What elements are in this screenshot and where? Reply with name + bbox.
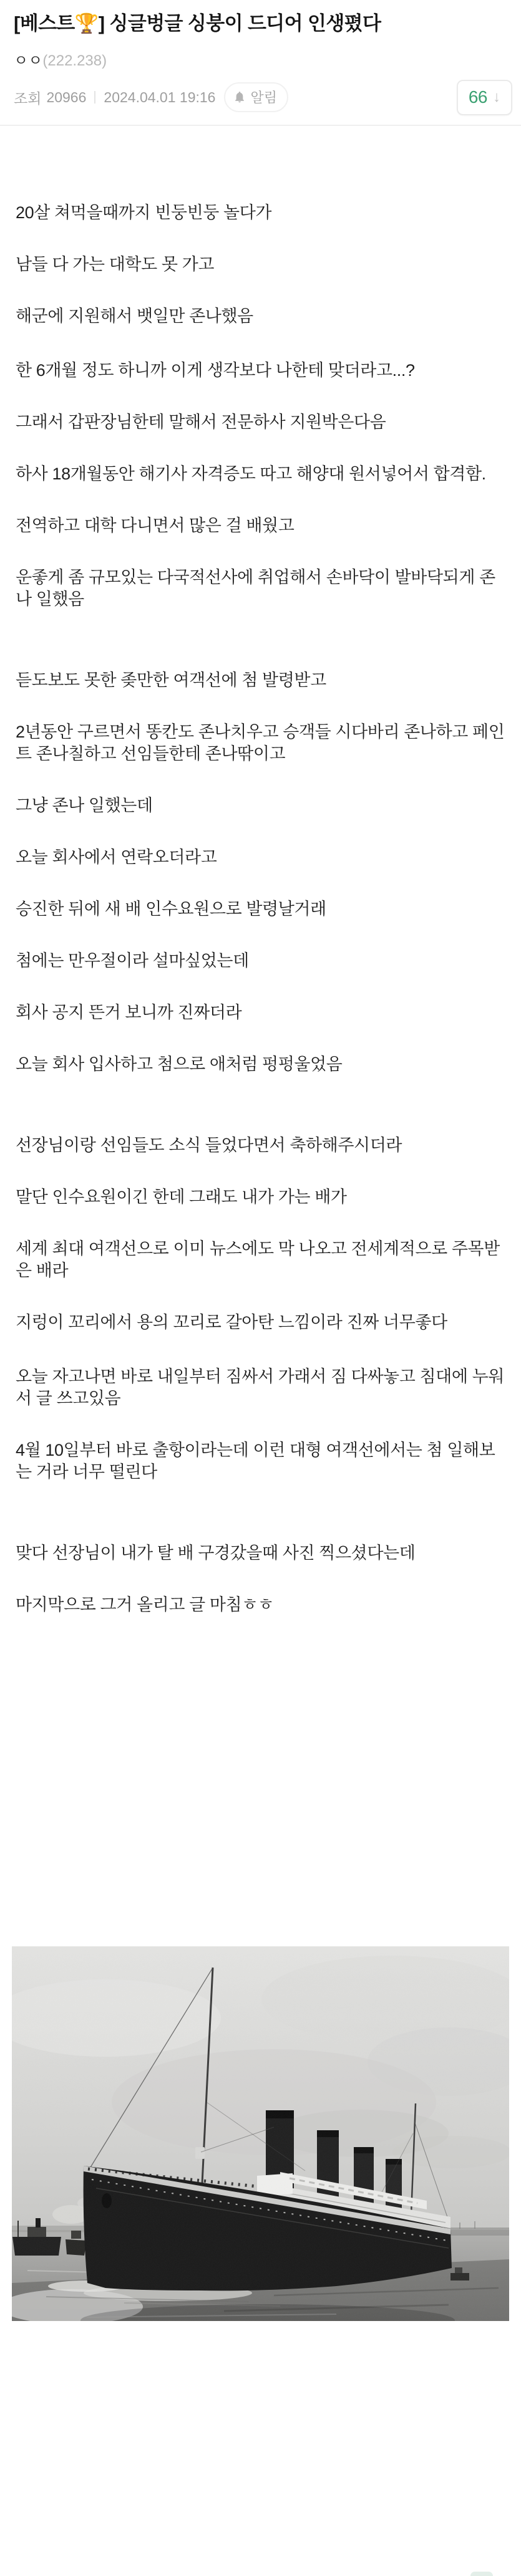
post-paragraph: 세계 최대 여객선으로 이미 뉴스에도 막 나오고 전세계적으로 주목받은 배라 — [16, 1239, 500, 1280]
down-arrow-icon: ↓ — [493, 88, 500, 105]
views-label: 조회 — [14, 90, 42, 107]
vote-count-button[interactable] — [457, 80, 512, 115]
post-paragraph: 마지막으로 그거 올리고 글 마침ㅎㅎ — [16, 1595, 274, 1614]
alarm-button[interactable] — [224, 82, 288, 112]
post-paragraph: 그래서 갑판장님한테 말해서 전문하사 지원박은다음 — [16, 413, 386, 431]
meta-divider — [94, 91, 95, 103]
author-nickname[interactable]: ㅇㅇ — [14, 52, 43, 69]
post-paragraph: 20살 쳐먹을때까지 빈둥빈둥 놀다가 — [16, 203, 272, 222]
post-paragraph: 듣도보도 못한 좆만한 여객선에 첨 발령받고 — [16, 671, 326, 690]
author-ip: (222.238) — [42, 52, 107, 69]
post-paragraph: 전역하고 대학 다니면서 많은 걸 배웠고 — [16, 516, 295, 535]
post-datetime: 2024.04.01 19:16 — [104, 89, 216, 105]
post-content — [0, 126, 521, 2321]
post-image-titanic[interactable] — [12, 1946, 509, 2321]
views-count: 20966 — [46, 89, 87, 105]
post-paragraph: 첨에는 만우절이라 설마싶었는데 — [16, 951, 249, 970]
floating-button-partial[interactable] — [470, 2572, 493, 2576]
post-paragraph: 한 6개월 정도 하니까 이게 생각보다 나한테 맞더라고...? — [16, 361, 415, 380]
post-paragraph: 승진한 뒤에 새 배 인수요원으로 발령날거래 — [16, 900, 326, 918]
post-paragraph: 선장님이랑 선임들도 소식 들었다면서 축하해주시더라 — [16, 1136, 402, 1155]
photo-grain — [12, 1946, 509, 2321]
post-meta-row — [14, 79, 507, 116]
bell-icon — [233, 91, 246, 103]
post-paragraphs — [16, 202, 506, 1616]
post-paragraph: 회사 공지 뜬거 보니까 진짜더라 — [16, 1003, 242, 1022]
post-paragraph: 해군에 지원해서 뱃일만 존나했음 — [16, 307, 253, 325]
post-paragraph: 4월 10일부터 바로 출항이라는데 이런 대형 여객선에서는 첨 일해보는 거라 너무 떨린다 — [16, 1441, 495, 1481]
post-paragraph: 말단 인수요원이긴 한데 그래도 내가 가는 배가 — [16, 1188, 347, 1206]
post-header — [0, 0, 521, 116]
vote-count: 66 — [468, 87, 487, 107]
post-paragraph: 오늘 회사에서 연락오더라고 — [16, 848, 217, 867]
alarm-label: 알림 — [250, 90, 277, 105]
post-paragraph: 2년동안 구르면서 똥칸도 존나치우고 승객들 시다바리 존나하고 페인트 존나칠하고 선임들한테 존나딲이고 — [16, 723, 505, 763]
post-paragraph: 오늘 회사 입사하고 첨으로 애처럼 펑펑울었음 — [16, 1055, 343, 1074]
post-paragraph: 오늘 자고나면 바로 내일부터 짐싸서 가래서 짐 다싸놓고 침대에 누워서 글 쓰고있음 — [16, 1367, 505, 1408]
author-row — [14, 52, 507, 70]
post-paragraph: 남들 다 가는 대학도 못 가고 — [16, 255, 215, 274]
titanic-photo-svg — [12, 1946, 509, 2321]
post-paragraph: 운좋게 좀 규모있는 다국적선사에 취업해서 손바닥이 발바닥되게 존나 일했음 — [16, 568, 495, 608]
post-paragraph: 맞다 선장님이 내가 탈 배 구경갔을때 사진 찍으셨다는데 — [16, 1544, 416, 1562]
post-paragraph: 그냥 존나 일했는데 — [16, 796, 153, 815]
post-title: [베스트🏆] 싱글벙글 싱붕이 드디어 인생폈다 — [14, 12, 381, 34]
post-paragraph: 지렁이 꼬리에서 용의 꼬리로 갈아탄 느낌이라 진짜 너무좋다 — [16, 1313, 447, 1332]
post-paragraph: 하사 18개월동안 해기사 자격증도 따고 해양대 원서넣어서 합격함. — [16, 464, 486, 483]
